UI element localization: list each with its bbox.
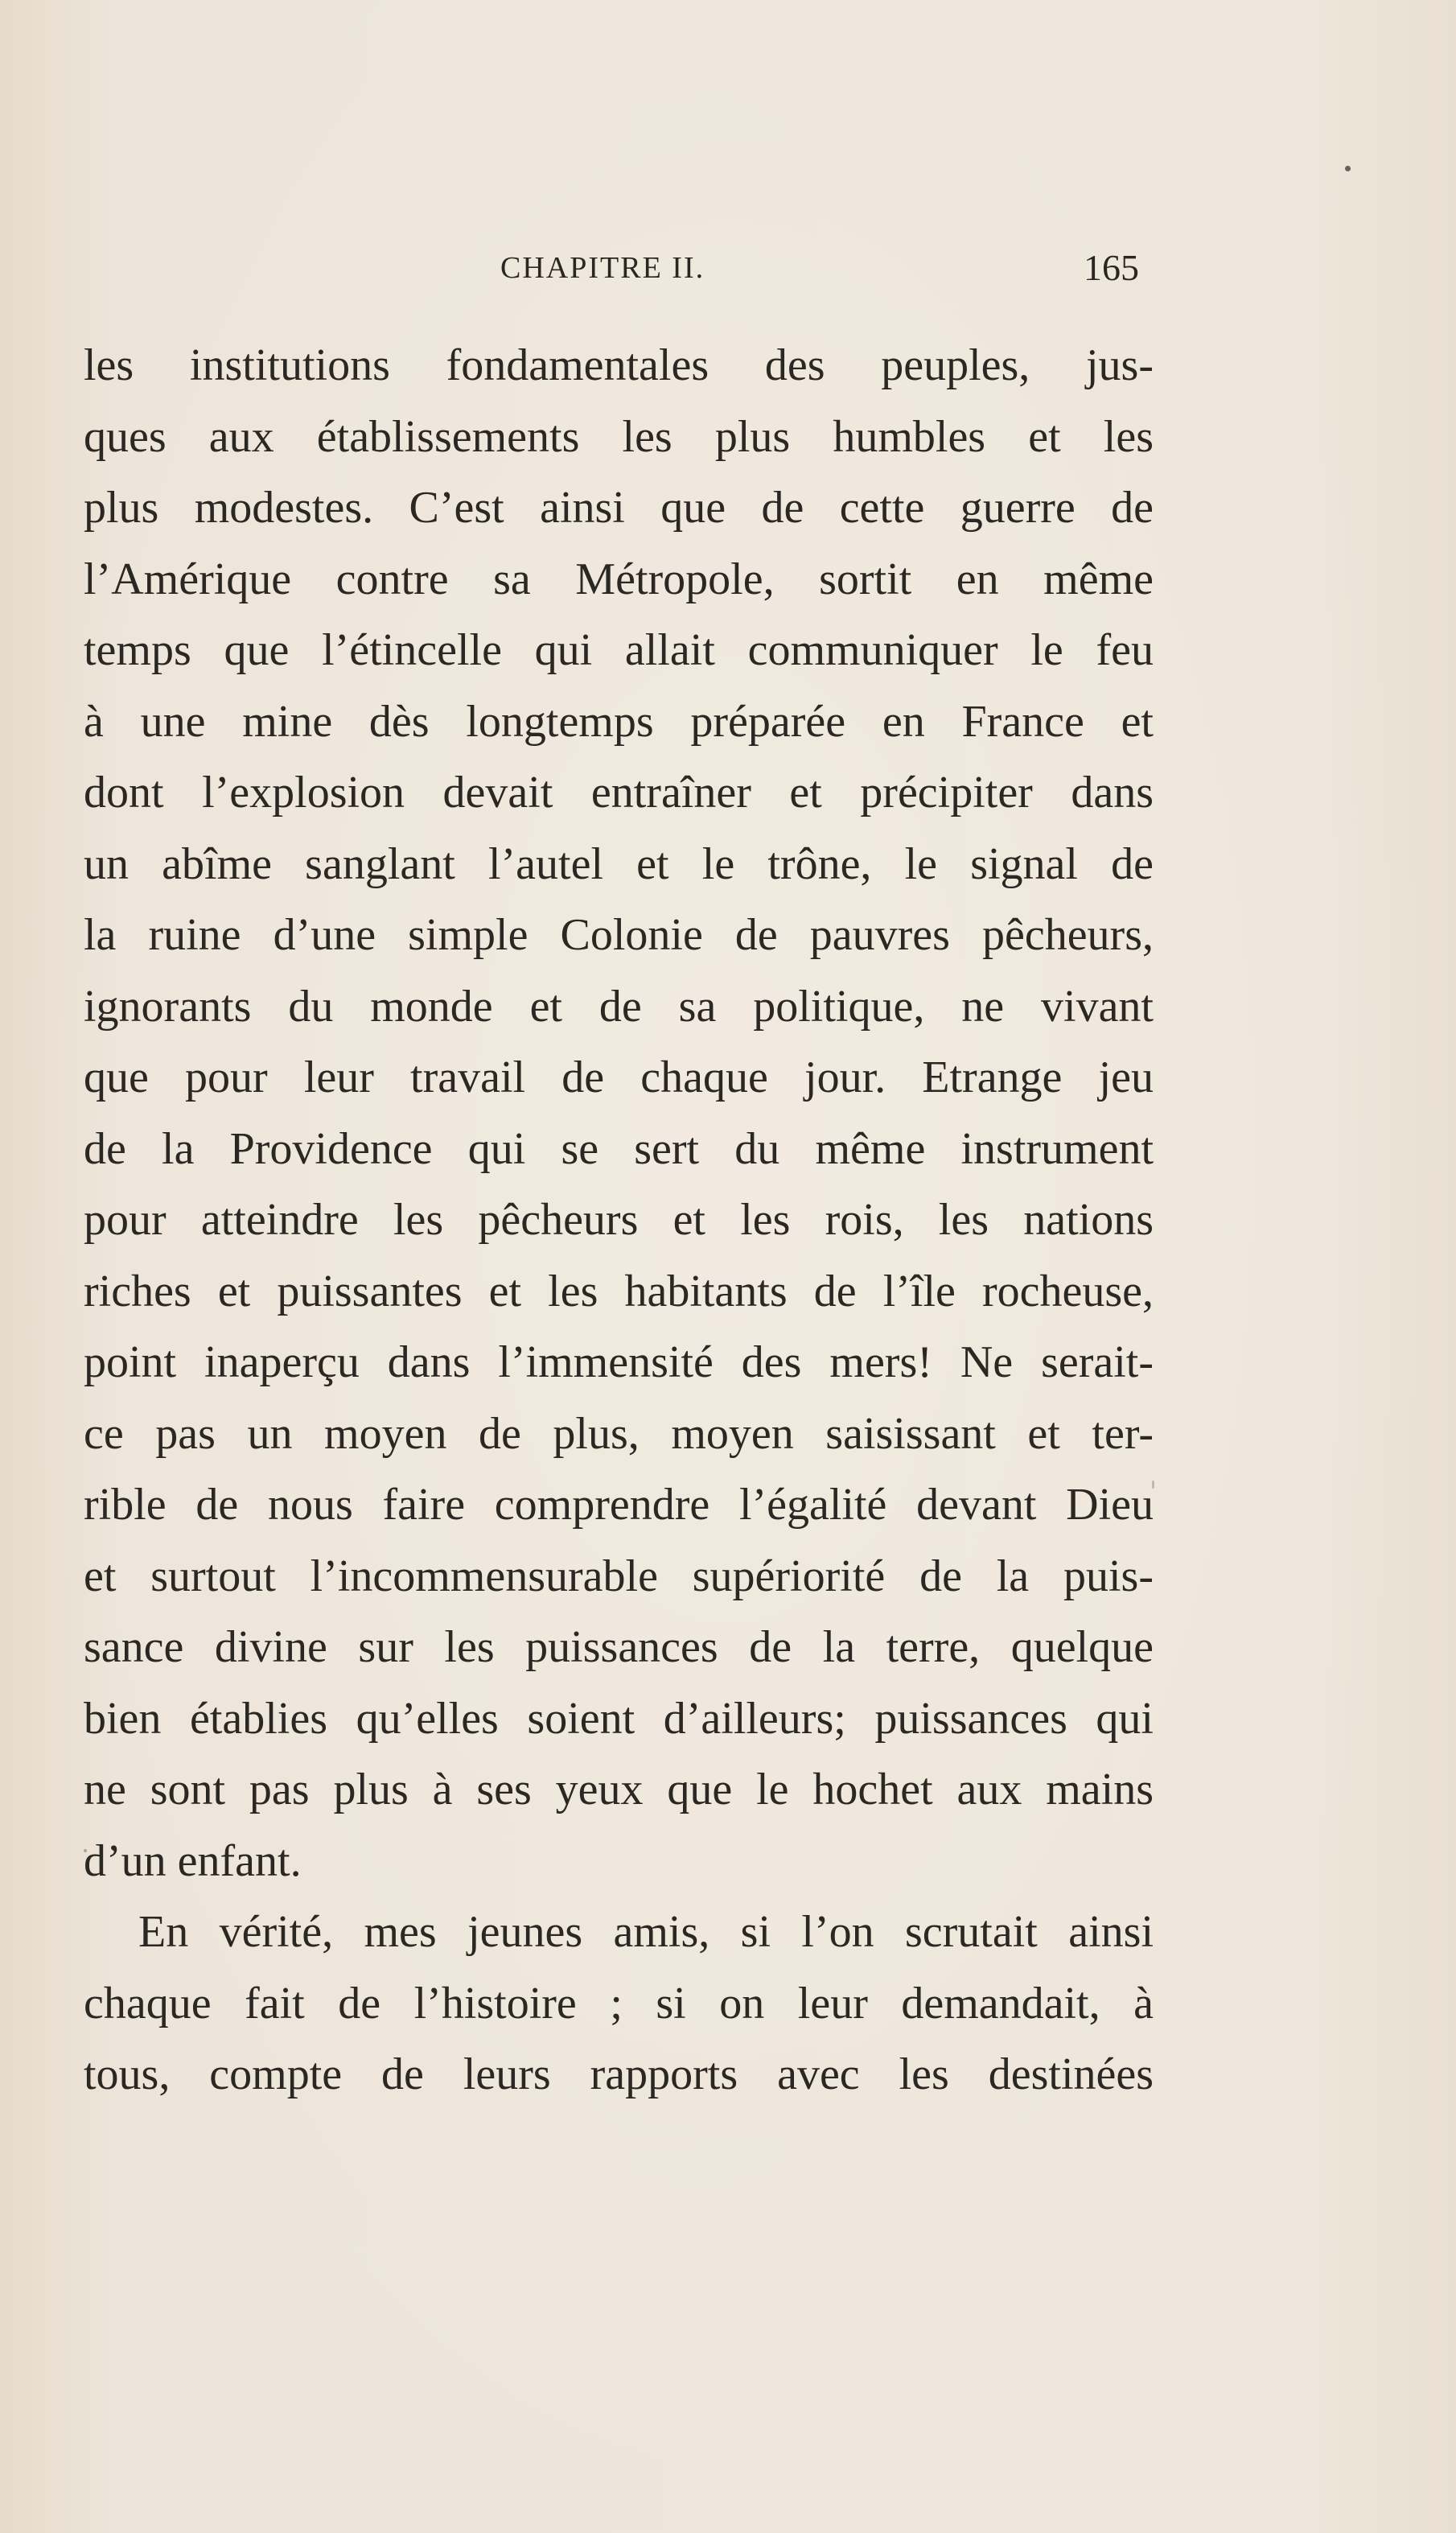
text-line: ce pas un moyen de plus, moyen saisissant et ter- xyxy=(84,1408,1154,1459)
text-line: que pour leur travail de chaque jour. Etrange jeu xyxy=(84,1052,1154,1102)
text-line: ignorants du monde et de sa politique, ne vivant xyxy=(84,981,1154,1032)
chapter-heading: CHAPITRE II. xyxy=(500,251,705,285)
text-line: pour atteindre les pêcheurs et les rois, les nations xyxy=(84,1195,1154,1245)
text-line: point inaperçu dans l’immensité des mers! Ne serait- xyxy=(84,1337,1154,1387)
text-line: l’Amérique contre sa Métropole, sortit en même xyxy=(84,554,1154,604)
text-line: ne sont pas plus à ses yeux que le hochet aux mains xyxy=(84,1765,1154,1814)
text-line: les institutions fondamentales des peuples, jus- xyxy=(84,340,1154,390)
text-line: ques aux établissements les plus humbles et les xyxy=(84,411,1154,462)
text-line: plus modestes. C’est ainsi que de cette guerre de xyxy=(84,483,1154,533)
text-line: de la Providence qui se sert du même instrument xyxy=(84,1123,1154,1174)
paragraph-last-line: d’un enfant. xyxy=(84,1835,302,1886)
paper-speck xyxy=(1345,166,1351,171)
text-line: bien établies qu’elles soient d’ailleurs; puissances qui xyxy=(84,1693,1154,1744)
text-line: sance divine sur les puissances de la terre, quelque xyxy=(84,1622,1154,1672)
text-line: tous, compte de leurs rapports avec les destinées xyxy=(84,2049,1154,2099)
body-text xyxy=(84,330,1154,2111)
text-line: à une mine dès longtemps préparée en France et xyxy=(84,696,1154,747)
text-line: chaque fait de l’histoire ; si on leur demandait, à xyxy=(84,1978,1154,2028)
text-line: temps que l’étincelle qui allait communiquer le feu xyxy=(84,625,1154,675)
paragraph-first-line: En vérité, mes jeunes amis, si l’on scrutait ainsi xyxy=(138,1907,1154,1957)
text-line: rible de nous faire comprendre l’égalité devant Dieu xyxy=(84,1480,1154,1530)
text-line: riches et puissantes et les habitants de l’île rocheuse, xyxy=(84,1266,1154,1316)
running-head xyxy=(0,244,1456,292)
text-line: dont l’explosion devait entraîner et précipiter dans xyxy=(84,768,1154,818)
text-line: la ruine d’une simple Colonie de pauvres pêcheurs, xyxy=(84,910,1154,960)
text-line: et surtout l’incommensurable supériorité de la puis- xyxy=(84,1551,1154,1601)
text-line: un abîme sanglant l’autel et le trône, le signal de xyxy=(84,838,1154,889)
page-number: 165 xyxy=(1084,247,1139,288)
